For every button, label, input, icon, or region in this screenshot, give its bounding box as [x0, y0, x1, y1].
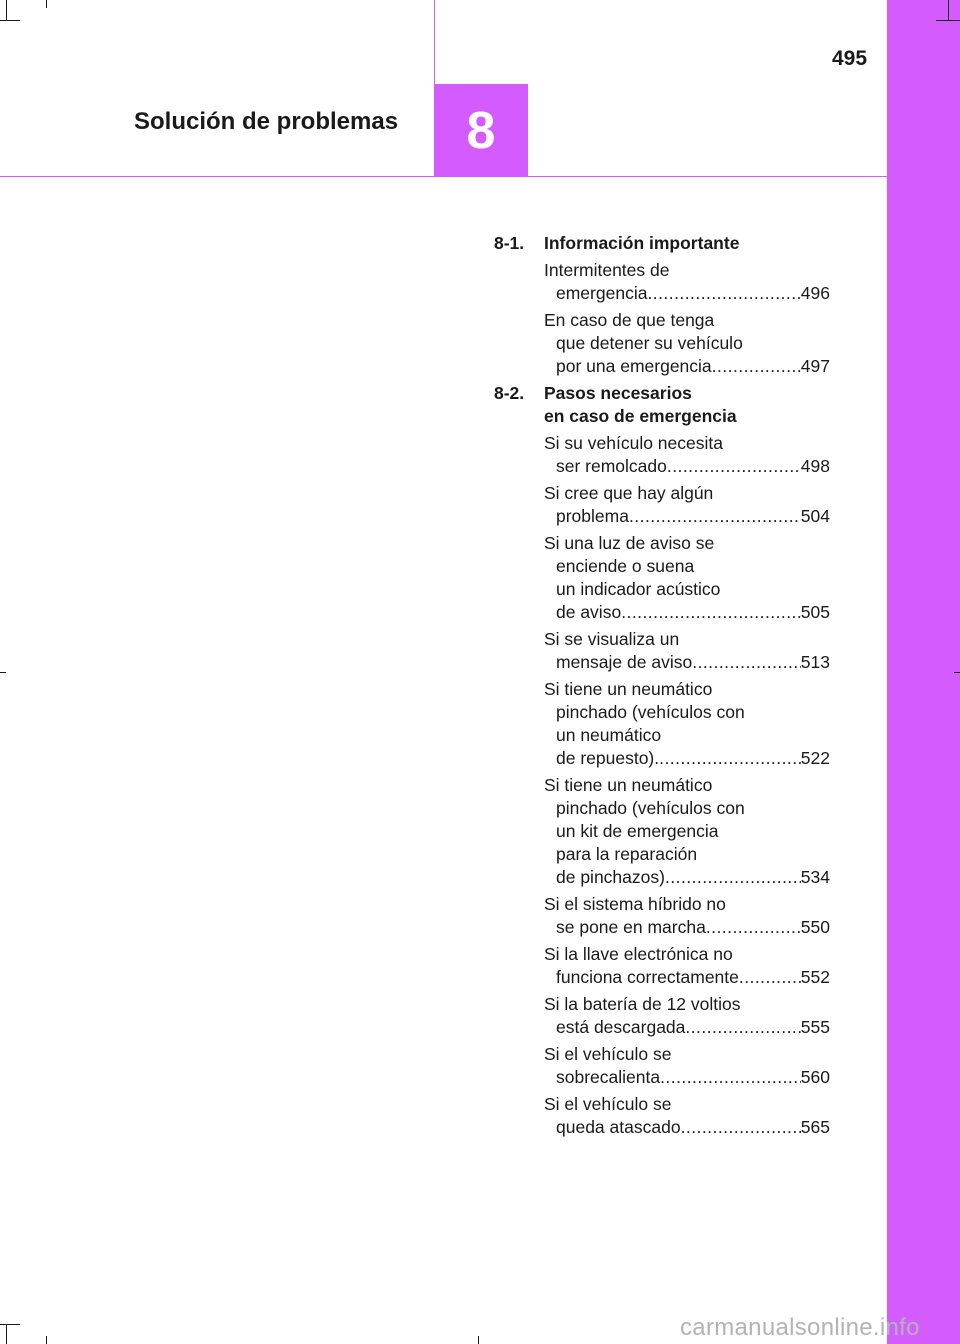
crop-mark — [46, 1336, 47, 1344]
dot-leader — [665, 866, 801, 889]
toc-entry-last-line — [544, 916, 830, 939]
dot-leader — [647, 282, 800, 305]
dot-leader — [712, 355, 801, 378]
toc-entry — [494, 1043, 830, 1089]
toc-entry-last-line — [544, 866, 830, 889]
toc-entry-text: pinchado (vehículos con — [556, 798, 745, 818]
watermark: carmanualsonline.info — [680, 1314, 920, 1341]
crop-mark — [954, 672, 960, 673]
crop-mark — [0, 20, 20, 21]
toc-entry-last-line — [544, 1066, 830, 1089]
toc-entry-text: Si el vehículo se — [544, 1044, 672, 1064]
toc-entry-text: queda atascado — [556, 1117, 681, 1137]
toc-entry-text: En caso de que tenga — [544, 310, 715, 330]
toc-entry — [494, 993, 830, 1039]
dot-leader — [667, 455, 801, 478]
toc-entry — [494, 432, 830, 478]
toc-page-ref: 497 — [800, 356, 830, 376]
toc-entry-last-line — [544, 1016, 830, 1039]
dot-leader — [706, 916, 801, 939]
toc-page-ref: 496 — [800, 283, 830, 303]
crop-mark — [948, 0, 949, 20]
toc-entry-text: un neumático — [556, 725, 662, 745]
toc-entry-last-line — [544, 601, 830, 624]
toc-page-ref: 513 — [800, 652, 830, 672]
toc-entry-text: de aviso — [556, 602, 622, 622]
chapter-number-tab — [434, 84, 528, 177]
toc-page-ref: 505 — [800, 602, 830, 622]
toc-entry-last-line — [544, 505, 830, 528]
toc-entry — [494, 774, 830, 889]
toc-entry-text: Intermitentes de — [544, 260, 670, 280]
chapter-side-band — [887, 0, 960, 1344]
dot-leader — [621, 601, 801, 624]
toc-entry-text: de pinchazos) — [556, 867, 665, 887]
section-heading — [494, 232, 830, 255]
toc-entry — [494, 628, 830, 674]
section-heading — [494, 382, 830, 428]
toc-entry-last-line — [544, 355, 830, 378]
toc-entry-last-line — [544, 747, 830, 770]
toc-entry-last-line — [544, 455, 830, 478]
toc-entry-text: Si su vehículo necesita — [544, 433, 723, 453]
toc-entry-text: Si la llave electrónica no — [544, 944, 733, 964]
toc-entry-last-line — [544, 1116, 830, 1139]
dot-leader — [685, 1016, 800, 1039]
toc-section — [494, 382, 830, 1139]
toc-entry-text: se pone en marcha — [556, 917, 706, 937]
toc-entry-text: Si la batería de 12 voltios — [544, 994, 741, 1014]
toc-entry-text: de repuesto). — [556, 748, 660, 768]
crop-mark — [478, 1336, 479, 1344]
toc-page-ref: 555 — [800, 1017, 830, 1037]
toc-entry-text: que detener su vehículo — [556, 333, 743, 353]
toc-entry-text: para la reparación — [556, 844, 698, 864]
dot-leader — [681, 1116, 801, 1139]
chapter-title: Solución de problemas — [134, 108, 399, 135]
section-title-line: en caso de emergencia — [544, 406, 737, 426]
toc-section — [494, 232, 830, 378]
toc-entry-text: mensaje de aviso — [556, 652, 693, 672]
toc-page-ref: 504 — [800, 506, 830, 526]
toc-entry — [494, 309, 830, 378]
crop-mark — [936, 20, 960, 21]
toc-entry — [494, 1093, 830, 1139]
crop-mark — [46, 0, 47, 8]
section-title-line: Información importante — [544, 233, 740, 253]
toc-page-ref: 522 — [800, 748, 830, 768]
toc-entry-text: problema — [556, 506, 629, 526]
page-number: 495 — [832, 47, 868, 70]
toc-entry-last-line — [544, 282, 830, 305]
dot-leader — [692, 651, 801, 674]
toc-entry-text: funciona correctamente — [556, 967, 739, 987]
section-title-line: Pasos necesarios — [544, 383, 692, 403]
section-number: 8-2. — [494, 383, 525, 403]
dot-leader — [739, 966, 801, 989]
toc-page-ref: 560 — [800, 1067, 830, 1087]
toc-entry-text: sobrecalienta — [556, 1067, 661, 1087]
toc-entry-last-line — [544, 651, 830, 674]
toc-entry-text: por una emergencia — [556, 356, 712, 376]
crop-mark — [6, 0, 7, 20]
crop-mark — [0, 1324, 20, 1325]
toc-page-ref: 565 — [800, 1117, 830, 1137]
toc-page-ref: 534 — [800, 867, 830, 887]
toc-entry-text: Si tiene un neumático — [544, 679, 713, 699]
dot-leader — [660, 1066, 801, 1089]
dot-leader — [659, 747, 801, 770]
toc-entry-text: Si el sistema híbrido no — [544, 894, 726, 914]
toc-entry-text: Si el vehículo se — [544, 1094, 672, 1114]
toc-entry-last-line — [544, 966, 830, 989]
section-number: 8-1. — [494, 233, 525, 253]
toc-entry-text: está descargada — [556, 1017, 686, 1037]
crop-mark — [6, 1324, 7, 1344]
toc-entry-text: pinchado (vehículos con — [556, 702, 745, 722]
toc-entry-text: un kit de emergencia — [556, 821, 719, 841]
toc-entry — [494, 943, 830, 989]
dot-leader — [629, 505, 801, 528]
table-of-contents — [494, 232, 830, 1143]
toc-entry — [494, 482, 830, 528]
toc-entry-text: Si tiene un neumático — [544, 775, 713, 795]
toc-entry — [494, 678, 830, 770]
toc-entry-text: un indicador acústico — [556, 579, 721, 599]
chapter-number: 8 — [466, 101, 496, 160]
header-divider — [434, 0, 435, 84]
toc-page-ref: 550 — [800, 917, 830, 937]
toc-entry — [494, 532, 830, 624]
toc-entry-text: Si una luz de aviso se — [544, 533, 715, 553]
crop-mark — [0, 672, 6, 673]
toc-entry-text: Si se visualiza un — [544, 629, 680, 649]
toc-entry — [494, 259, 830, 305]
toc-entry-text: enciende o suena — [556, 556, 695, 576]
toc-entry-text: ser remolcado — [556, 456, 667, 476]
toc-entry — [494, 893, 830, 939]
toc-entry-text: emergencia — [556, 283, 648, 303]
toc-page-ref: 498 — [800, 456, 830, 476]
toc-page-ref: 552 — [800, 967, 830, 987]
toc-entry-text: Si cree que hay algún — [544, 483, 714, 503]
